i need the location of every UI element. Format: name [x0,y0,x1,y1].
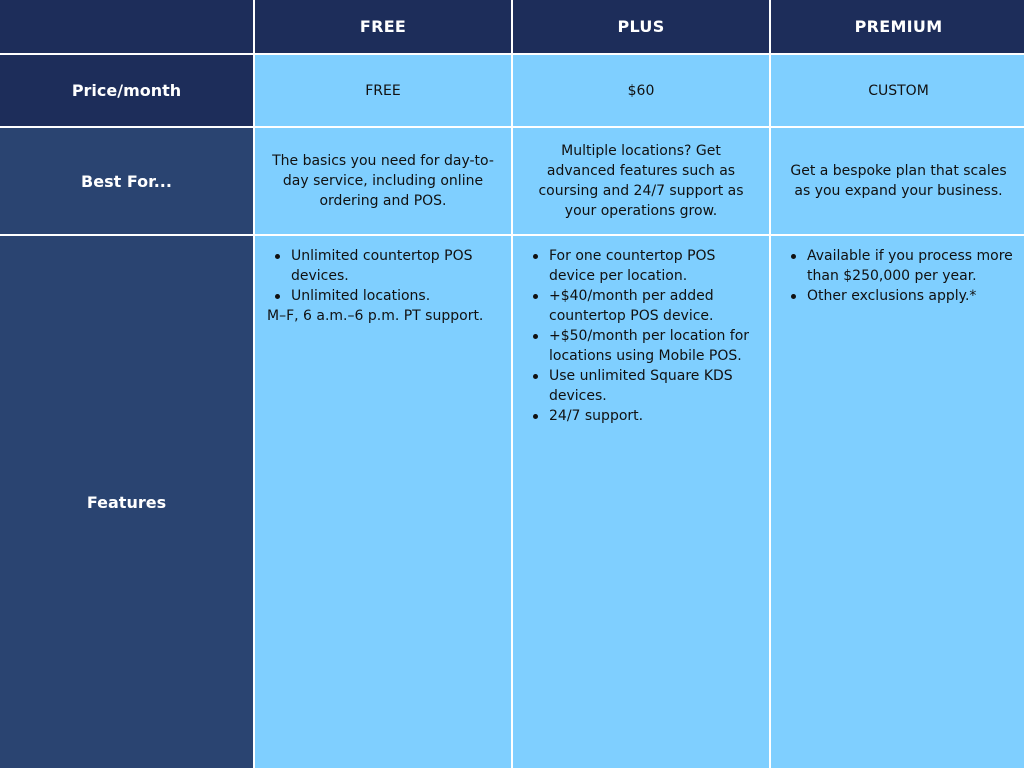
features-premium [771,236,1024,768]
features-free [255,236,511,768]
features-plus-list [525,246,757,426]
features-free-list [267,246,499,306]
features-free-support-note: M–F, 6 a.m.–6 p.m. PT support. [267,308,484,324]
list-item: Use unlimited Square KDS devices. [525,366,757,406]
header-plan-free: FREE [255,0,511,53]
price-free: FREE [255,55,511,126]
list-item: For one countertop POS device per location. [525,246,757,286]
list-item: Other exclusions apply.* [783,286,1014,306]
features-plus [513,236,769,768]
row-label-price: Price/month [0,55,253,126]
list-item: 24/7 support. [525,406,757,426]
list-item: +$40/month per added countertop POS device. [525,286,757,326]
price-premium: CUSTOM [771,55,1024,126]
list-item: +$50/month per location for locations using Mobile POS. [525,326,757,366]
best-for-plus: Multiple locations? Get advanced features such as coursing and 24/7 support as your operations grow. [513,128,769,234]
list-item: Available if you process more than $250,000 per year. [783,246,1014,286]
row-label-features: Features [0,236,253,768]
row-label-best-for: Best For... [0,128,253,234]
list-item: Unlimited countertop POS devices. [267,246,499,286]
features-premium-list [783,246,1014,306]
best-for-premium: Get a bespoke plan that scales as you expand your business. [771,128,1024,234]
header-plan-premium: PREMIUM [771,0,1024,53]
list-item: Unlimited locations. [267,286,499,306]
best-for-free: The basics you need for day-to-day service, including online ordering and POS. [255,128,511,234]
header-corner [0,0,253,53]
header-plan-plus: PLUS [513,0,769,53]
price-plus: $60 [513,55,769,126]
